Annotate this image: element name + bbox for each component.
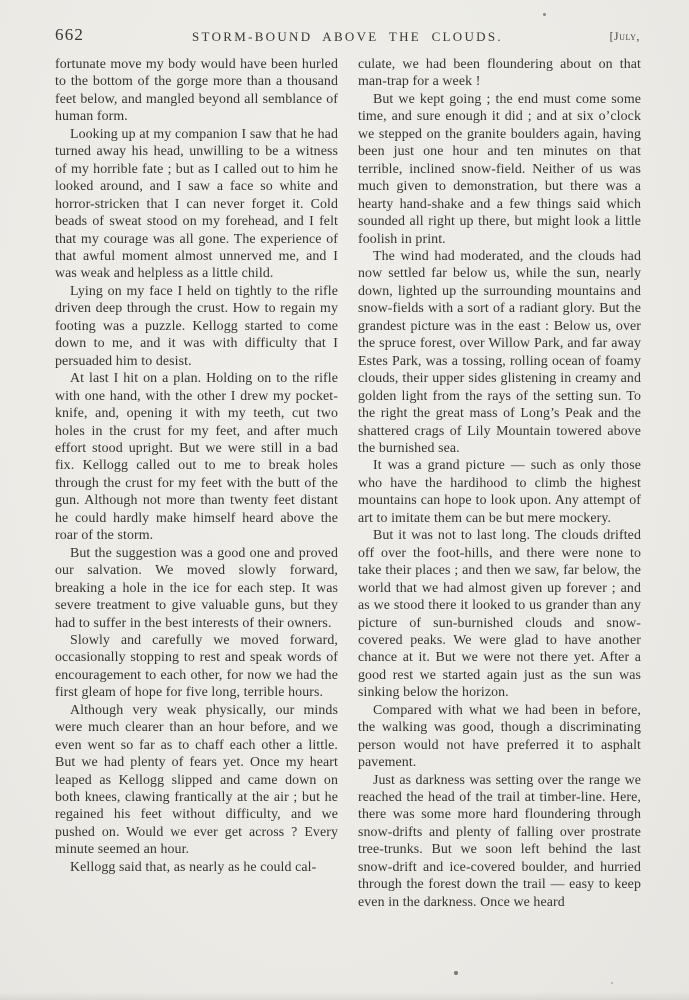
left-column (55, 56, 338, 911)
paragraph: Lying on my face I held on tightly to the rifle driven deep through the crust. How to regain my footing was a puzzle. Kellogg started to come down to me, and it was with difficulty that I persuaded him to desist. (55, 283, 338, 369)
scan-speck (543, 13, 546, 16)
running-title: STORM-BOUND ABOVE THE CLOUDS. (192, 29, 503, 44)
paragraph: It was a grand picture — such as only those who have the hardihood to climb the highest mountains can hope to look upon. Any attempt of art to imitate them can be but mere mockery. (358, 458, 641, 526)
paragraph: The wind had moderated, and the clouds had now settled far below us, while the sun, nearly down, lighted up the surrounding mountains and snow-fields with a sort of a radiant glory. But the grandest picture was in the east : Below us, over the spruce forest, over Willow Park, and far away Estes Park, was a tossing, rolling ocean of foamy clouds, their upper sides glistening in creamy and golden light from the rays of the setting sun. To the right the great mass of Long’s Peak and the shattered crags of Lily Mountain towered above the burnished sea. (358, 248, 641, 456)
scan-speck (454, 971, 458, 975)
paragraph: But the suggestion was a good one and proved our salvation. We moved slowly forward, breaking a hole in the ice for each step. It was severe treatment to give valuable guns, but they had to suffer in the best interests of their owners. (55, 545, 338, 631)
paragraph: Although very weak physically, our minds were much clearer than an hour before, and we even went so far as to chaff each other a little. But we had plenty of fears yet. Once my heart leaped as Kellogg slipped and came down on both knees, clawing frantically at the air ; but he regained his feet without difficulty, and we pushed on. Would we ever get across ? Every minute seemed an hour. (55, 702, 338, 858)
page-number: 662 (55, 25, 85, 44)
paragraph: Looking up at my companion I saw that he had turned away his head, unwilling to be a witness of my horrible fate ; but as I called out to him he looked around, and I saw a face so white and horror-stricken that I can never forget it. Cold beads of sweat stood on my forehead, and I felt that my courage was all gone. The experience of that awful moment almost unnerved me, and I was weak and helpless as a little child. (55, 126, 338, 282)
paragraph: Slowly and carefully we moved forward, occasionally stopping to rest and speak words of encouragement to each other, for now we had the first gleam of hope for five long, terrible hours. (55, 632, 338, 701)
paragraph: But it was not to last long. The clouds drifted off over the foot-hills, and there were none to take their places ; and then we saw, far below, the world that we had almost given up forever ; and as we stood there it looked to us grander than any picture of sun-burnished clouds and snow-covered peaks. We were glad to have another chance at it. But we were not there yet. After a good rest we started again just as the sun was sinking below the horizon. (358, 528, 641, 701)
paragraph: culate, we had been floundering about on that man-trap for a week ! (358, 57, 641, 90)
right-column (358, 56, 641, 911)
scan-speck (611, 982, 613, 984)
text-columns (55, 56, 641, 911)
paragraph: At last I hit on a plan. Holding on to the rifle with one hand, with the other I drew my pocket-knife, and, opening it with my teeth, cut two holes in the crust for my feet, and after much effort stood upright. But we were still in a bad fix. Kellogg called out to me to break holes through the crust for my feet with the butt of the gun. Although not more than twenty feet distant he could hardly make himself heard above the roar of the storm. (55, 371, 338, 544)
paragraph: Compared with what we had been in before, the walking was good, though a discriminating person would not have preferred it to asphalt pavement. (358, 702, 641, 771)
paragraph: Kellogg said that, as nearly as he could cal- (70, 859, 317, 875)
issue-label: [July, (609, 31, 640, 43)
paragraph: Just as darkness was setting over the range we reached the head of the trail at timber-line. Here, there was some more hard floundering through snow-drifts and plenty of falling over prostrate tree-trunks. But we soon left behind the last snow-drift and ice-covered boulder, and hurried through the forest down the trail — easy to keep even in the darkness. Once we heard (358, 772, 641, 910)
paragraph: But we kept going ; the end must come some time, and sure enough it did ; and at six o’clock we stepped on the granite boulders again, having been just one hour and ten minutes on that terrible, inclined snow-field. Neither of us was much given to demonstration, but there was a hearty hand-shake and a few things said which sounded all right up there, but might look a little foolish in print. (358, 91, 641, 247)
page-header (55, 25, 640, 47)
paragraph: fortunate move my body would have been hurled to the bottom of the gorge more than a thousand feet below, and mangled beyond all semblance of human form. (55, 57, 338, 125)
